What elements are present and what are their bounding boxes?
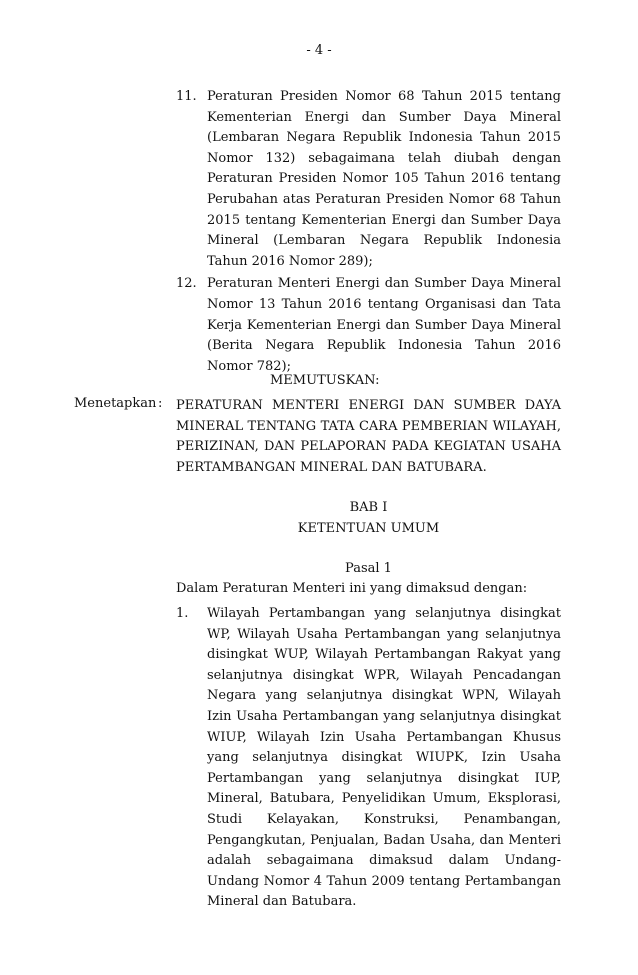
decision-colon: : xyxy=(158,396,163,411)
list-item-text: Peraturan Presiden Nomor 68 Tahun 2015 tentang Kementerian Energi dan Sumber Daya Mineral (Lembaran Negara Republik Indonesia Tahun 2015 Nomor 132) sebagaimana telah diubah dengan Peraturan Presiden Nomor 105 Tahun 2016 tentang Perubahan atas Peraturan Presiden Nomor 68 Tahun 2015 tentang Kementerian Energi dan Sumber Daya Mineral (Lembaran Negara Republik Indonesia Tahun 2016 Nomor 289); xyxy=(207,89,561,269)
decision-text: PERATURAN MENTERI ENERGI DAN SUMBER DAYA MINERAL TENTANG TATA CARA PEMBERIAN WILAYAH, PERIZINAN, DAN PELAPORAN PADA KEGIATAN USAHA PERTAMBANGAN MINERAL DAN BATUBARA. xyxy=(176,398,561,475)
chapter-number: BAB I xyxy=(349,500,388,515)
considerations-list xyxy=(176,87,561,377)
list-item xyxy=(176,604,561,913)
article-title: Pasal 1 xyxy=(345,561,392,576)
chapter-title: KETENTUAN UMUM xyxy=(297,521,440,536)
page-number: - 4 - xyxy=(306,43,332,58)
list-item xyxy=(176,87,561,272)
decision-heading: MEMUTUSKAN: xyxy=(270,373,380,388)
article-intro: Dalam Peraturan Menteri ini yang dimaksud dengan: xyxy=(176,581,528,596)
definitions-list xyxy=(176,604,561,913)
list-item-number: 1. xyxy=(176,606,189,621)
list-item-number: 12. xyxy=(176,276,197,292)
list-item-text: Peraturan Menteri Energi dan Sumber Daya Mineral Nomor 13 Tahun 2016 tentang Organisasi dan Tata Kerja Kementerian Energi dan Sumber Daya Mineral (Berita Negara Republik Indonesia Tahun 2016 Nomor 782); xyxy=(207,276,561,374)
list-item-text: Wilayah Pertambangan yang selanjutnya disingkat WP, Wilayah Usaha Pertambangan yang selanjutnya disingkat WUP, Wilayah Pertambangan Rakyat yang selanjutnya disingkat WPR, Wilayah Pencadangan Negara yang selanjutnya disingkat WPN, Wilayah Izin Usaha Pertambangan yang selanjutnya disingkat WIUP, Wilayah Izin Usaha Pertambangan Khusus yang selanjutnya disingkat WIUPK, Izin Usaha Pertambangan yang selanjutnya disingkat IUP, Mineral, Batubara, Penyelidikan Umum, Eksplorasi, Studi Kelayakan, Konstruksi, Penambangan, Pengangkutan, Penjualan, Badan Usaha, dan Menteri adalah sebagaimana dimaksud dalam Undang-Undang Nomor 4 Tahun 2009 tentang Pertambangan Mineral dan Batubara. xyxy=(207,606,561,910)
list-item xyxy=(176,274,561,377)
list-item-number: 11. xyxy=(176,89,197,104)
decision-label: Menetapkan xyxy=(74,396,157,411)
